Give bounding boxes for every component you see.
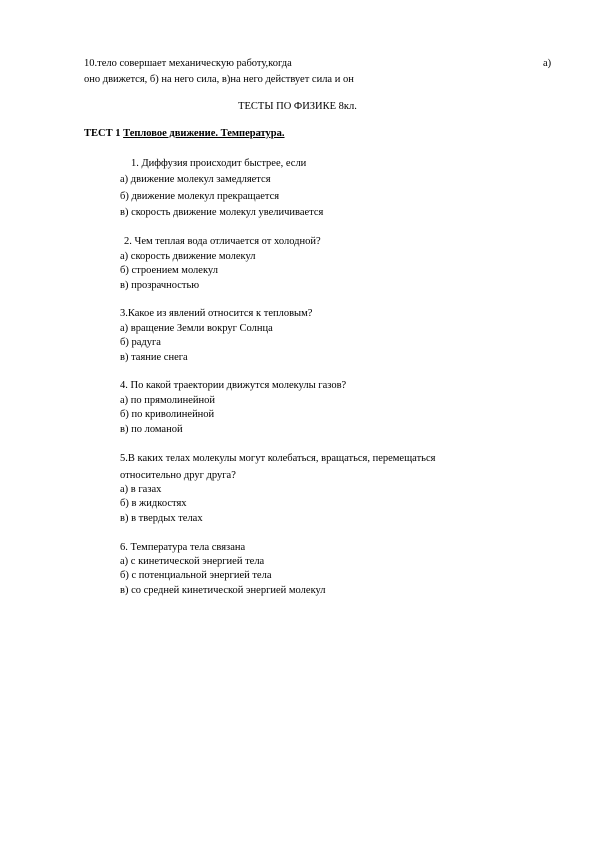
answer-option: а) вращение Земли вокруг Солнца bbox=[120, 323, 273, 334]
question-text: 6. Температура тела связана bbox=[120, 542, 246, 553]
page-title: ТЕСТЫ ПО ФИЗИКЕ 8кл. bbox=[238, 101, 357, 112]
answer-option: в) таяние снега bbox=[120, 352, 188, 363]
answer-option: а) с кинетической энергией тела bbox=[120, 556, 265, 567]
answer-option: в) скорость движение молекул увеличивается bbox=[120, 207, 324, 218]
test-topic: Тепловое движение. Температура. bbox=[123, 128, 285, 139]
test-heading bbox=[84, 127, 285, 140]
answer-option: б) по криволинейной bbox=[120, 409, 215, 420]
question-text: 2. Чем теплая вода отличается от холодной? bbox=[124, 236, 321, 247]
question-text: 4. По какой траектории движутся молекулы газов? bbox=[120, 380, 347, 391]
intro-line-2: оно движется, б) на него сила, в)на него действует сила и он bbox=[84, 74, 354, 85]
answer-option: б) строением молекул bbox=[120, 265, 218, 276]
answer-option: в) по ломаной bbox=[120, 424, 183, 435]
test-prefix: ТЕСТ 1 bbox=[84, 128, 124, 139]
answer-option: а) движение молекул замедляется bbox=[120, 174, 271, 185]
answer-option: б) с потенциальной энергией тела bbox=[120, 570, 272, 581]
answer-option: в) прозрачностью bbox=[120, 280, 200, 291]
answer-option: в) в твердых телах bbox=[120, 513, 203, 524]
answer-option: а) по прямолинейной bbox=[120, 395, 215, 406]
answer-option: б) движение молекул прекращается bbox=[120, 191, 280, 202]
question-text: 1. Диффузия происходит быстрее, если bbox=[131, 158, 307, 169]
answer-option: б) в жидкостях bbox=[120, 498, 187, 509]
answer-option: а) скорость движение молекул bbox=[120, 251, 256, 262]
question-text: 5.В каких телах молекулы могут колебаться, вращаться, перемещаться bbox=[120, 453, 436, 464]
intro-line-1: 10.тело совершает механическую работу,когда bbox=[84, 58, 292, 69]
answer-option: в) со средней кинетической энергией молекул bbox=[120, 585, 326, 596]
question-text: 3.Какое из явлений относится к тепловым? bbox=[120, 308, 313, 319]
question-text-continued: относительно друг друга? bbox=[120, 470, 236, 481]
answer-option: б) радуга bbox=[120, 337, 161, 348]
answer-option: а) в газах bbox=[120, 484, 162, 495]
intro-line-1-right: а) bbox=[543, 58, 552, 69]
